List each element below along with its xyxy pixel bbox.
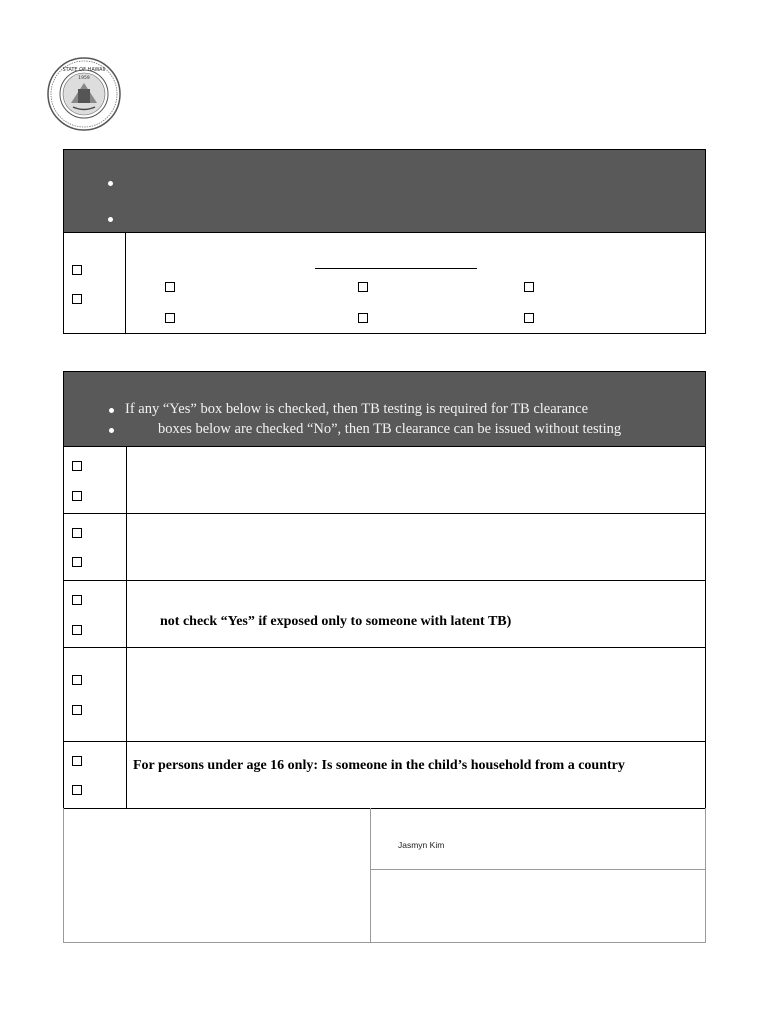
section2-header [63,371,706,447]
svg-text:STATE OF HAWAII: STATE OF HAWAII [62,67,106,73]
section1-option-checkbox[interactable] [524,282,534,292]
q2-yes-checkbox[interactable] [72,528,82,538]
section1-option-checkbox[interactable] [524,313,534,323]
section2-bullet-1 [109,408,114,413]
q3-yes-checkbox[interactable] [72,595,82,605]
section2-bullet-2 [109,428,114,433]
signature-name: Jasmyn Kim [398,840,445,850]
signature-cell[interactable] [371,809,705,869]
section1-no-checkbox[interactable] [72,294,82,304]
section1-option-checkbox[interactable] [358,313,368,323]
q4-no-checkbox[interactable] [72,705,82,715]
q4-yes-checkbox[interactable] [72,675,82,685]
svg-text:1959: 1959 [78,76,90,81]
q3-text: not check “Yes” if exposed only to someone with latent TB) [160,614,512,629]
signature-date-cell[interactable] [371,870,705,942]
q1-yes-checkbox[interactable] [72,461,82,471]
q5-text: For persons under age 16 only: Is someone in the child’s household from a country [133,758,625,773]
section1-header [63,149,706,233]
examiner-info-cell[interactable] [64,809,370,942]
q5-yes-checkbox[interactable] [72,756,82,766]
section1-bullet-1 [108,181,113,186]
q2-no-checkbox[interactable] [72,557,82,567]
section1-option-checkbox[interactable] [358,282,368,292]
section1-body [63,232,706,334]
section1-fill-line [315,268,477,269]
section1-option-checkbox[interactable] [165,313,175,323]
section2-bullet-2-text: boxes below are checked “No”, then TB clearance can be issued without testing [158,421,622,437]
section1-bullet-2 [108,217,113,222]
section1-option-checkbox[interactable] [165,282,175,292]
q3-no-checkbox[interactable] [72,625,82,635]
state-seal-icon [47,57,121,131]
section2-bullet-1-text: If any “Yes” box below is checked, then TB testing is required for TB clearance [125,401,589,417]
q1-no-checkbox[interactable] [72,491,82,501]
section1-yes-checkbox[interactable] [72,265,82,275]
q5-no-checkbox[interactable] [72,785,82,795]
